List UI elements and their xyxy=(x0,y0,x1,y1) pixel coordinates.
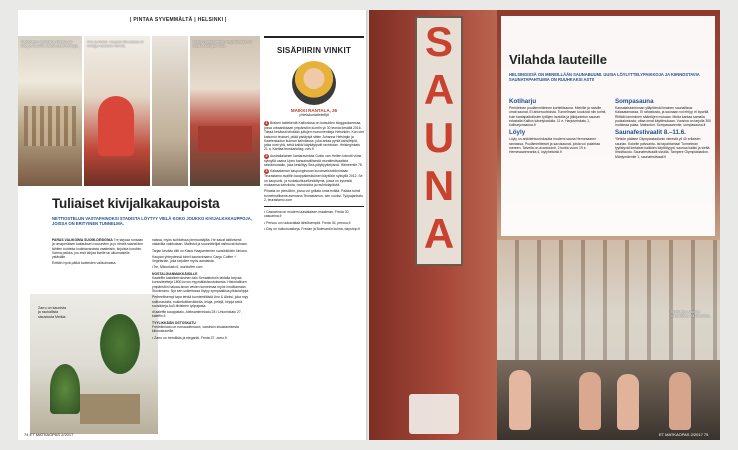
section-tag: | PINTAA SYVEMMÄLTÄ | HELSINKI | xyxy=(130,17,227,23)
photo-interior xyxy=(152,36,188,186)
photo-ann-aleksi xyxy=(84,36,150,186)
right-page xyxy=(369,10,720,440)
subhead: Sompasauna xyxy=(615,98,654,105)
paragraph: Perinteinen puulämmitteinen kortteliisauna. Miehille ja naisille omat saunat. El ahkeruuhtoista. Tunnelmaan kuuluvat niin torinit, kuin kantapaikoiksien tyttöjen lautoilla ja jälkijuotetun saunan edustalla Kallion kävelykadulla. 11 e. Harjutorinkatu 1, kotiharjunsauna.fi xyxy=(509,106,607,128)
tip-text: Brahen taidekentä Kallionissa on kutsuiden bloggaukseessa, jossa urbaanikkaan ympäristön luontin yli 30 teosta kesällä 2016. Tässä kesässä tehdään juttujen monumentteja Helsinkiin. Kun olet katsonut teokset, pitää pistäytyä sitten Johanna Helsingin ja Kaarlenkadun kulman kahvilassa, joka antaa pyhiä kahvileipiä, jotka ovat yhä, sekä kaikki käyttäytyvät ravintolan. Helsinginkatu 21 a. Karttaa teoskartollsg.-nes.fi xyxy=(264,121,364,152)
photo-haapaniemi xyxy=(190,36,260,186)
avatar xyxy=(292,61,336,105)
tip-number: 1 xyxy=(265,121,268,125)
photo-caption: Ann ja Aleksi -kaupan ikkunassa on vintage-kaluston helmiä. xyxy=(87,40,144,49)
insider-role: yhteiskuntatieteilijä xyxy=(299,113,329,117)
headline: Tuliaiset kivijalkakaupoista xyxy=(52,196,220,211)
subhead: Kotiharju xyxy=(509,98,537,105)
photo-caption: Zarro on kaunista ja rauhallista sisustusta Meikia. xyxy=(38,306,67,319)
sign-letter: U xyxy=(423,114,455,161)
tip-text: Kalasataman kaupunginosan kuvanveistotoimintaan Teurastamo avattiin kauppakeskuksen käyttöön syksyllä 2012. Se on kaupunki- ja ruokakulttuurikeskittymä, jossa on kyseisiä mukaansa kahviloita, ravintoloita ja ravintolapäiviä. xyxy=(264,169,363,187)
shop-listing: • Day on huikuhuaskeja. Fredan ja Bulevardin kulma, dayshop.fi xyxy=(264,227,360,232)
right-column-b xyxy=(615,98,713,161)
right-column-a xyxy=(509,98,609,157)
subhead: PARAS VALIKOIMA SUOMI-DESIGNIA xyxy=(52,238,113,242)
paragraph: Fredrikinkatu on runsaudensarvi, varsinkin sisustamisesta kiinnostuneille. xyxy=(152,325,239,334)
shop-listing: • Persuu on ruokavaltaä lähtöisempiä. Freda 34, persuu.fi xyxy=(264,220,351,225)
subhead: Saunafestivaalit 8.–11.6. xyxy=(615,129,686,137)
paragraph: Löyly on arkkitehtuurinkautta moderni sauna Hernesaaren rannassa. Puulämmitteiset ja savusaunat, joista voi pulahtaa mereen. Talvella on avantouinti. 2 tuntia vuoro 19 e. Hernesaarenranta 4, loylyhelsinki.fi xyxy=(509,137,600,155)
photo-caption: Kotiharjun saunan ulkotiloissa voi vilvoitella. xyxy=(671,310,711,319)
left-column-1 xyxy=(52,238,144,268)
tip-number: 3 xyxy=(265,169,268,174)
insiders-title: SISÄPIIRIN VINKIT xyxy=(276,46,352,55)
tip-number: 2 xyxy=(265,153,268,158)
left-column-2 xyxy=(152,238,252,342)
paragraph: naissa, myös suihkeissa pientuottajilta. He sauat aktiivisesti vakavilta vaikkutaan. Mallistot ja suunnittelijat vaihtuvat tiuhaan. xyxy=(152,238,248,247)
page-folio: ET MATKAOPAS 2/2017 75 xyxy=(659,432,709,437)
paragraph: • Zarro on trendikäs ja elegantti. Freda 37, zarro.fi xyxy=(152,335,227,340)
photo-zarro xyxy=(30,294,158,434)
left-page xyxy=(18,10,368,440)
paragraph: •Kaaleffin kauppatalo, Aleksanterinkatu 28 / Unioninkatu 27, kaleffin.fi xyxy=(152,310,242,319)
headline: Vilahda lauteille xyxy=(509,52,608,67)
paragraph: •Tre, Mikonkatu 6, worldoftre.com xyxy=(152,265,203,270)
photo-caption: Kaffebaren valoisissa tiloissa on tilaa ja kauniita sisustuselementtejä. xyxy=(21,40,79,49)
sign-letter: S xyxy=(424,18,453,65)
paragraph: Kaupan yhteydessä toimii kauraviraamo Cargo Coffee + Vegetarian, joka tarjoilee myös aamiaista. xyxy=(152,254,237,264)
paragraph: Kaaleffin kaksikerroksinen talo Senaatintorin laidalla tarjoaa kuriositeetteja 1800-luvun myymäläsisustuksesta. Historiallisen ympäristön haluaa aivan vesien tunnelmaa myös innoittamaan Stockmann. Nyt sen soikeitossa löytyy sympaattisia pikkulahjoja. xyxy=(152,276,250,293)
subhead: Löyly xyxy=(509,129,526,137)
tip-text: Pihasta on yleisöihin, jossa voi grillata omia eväitä. Paikka toimii tunnelmallisena asemana Teurastamon, sen vuoksi. Työpajankatu 2, teurastamo.com xyxy=(264,189,363,202)
sign-letter: A xyxy=(423,210,455,257)
photo-kaffebaren xyxy=(18,36,82,186)
paragraph: Perheellisempi tapa tehdä tuontemiläistä Ann & Aleksi, joka myy soittorasioita, nukkekotitarvikkeita, leluja, pelejä, kirjoja sekä suosikkeja Au3-tiivisteen työpajasta. xyxy=(152,295,249,308)
page-folio: 74 ET MATKAOPAS 2/2017 xyxy=(24,432,74,437)
paragraph: Yleisön pääsee Olympiastadionin vierestä yli 40 erilaisen saunan. Kokeile palvoanto- tai tapahtumaa! Tunnelman tyylistyvät kertaiset kaikkien käyttötyypit, saunoa kaikki ja sieltä. Ilmoittaudu. Saunafestivaalit sivuilla. Tampere Olympiastadion. Mäntymäentie 1, saunafestivaali.fi xyxy=(615,137,711,159)
paragraph: Erittäin hyvä pätkä tuotteiden valikoimasta. xyxy=(52,261,117,266)
lead: NETTIOSTELUN VASTAPAINOKSI STADISTA LÖYTYY VIELÄ KOKO JOUKKO KIVIJALKAKAUPPOJA, JOISSA ON ERITYINEN TUNNELMA. xyxy=(52,216,252,227)
insiders-box xyxy=(264,36,364,436)
tip-text: Australialainen kantaravintola Guido van Helten toteutti viime syksyllä osana Upeu kansainvälisestä muralfestivaalista seinämuraalin, joka keskittyy Sea-pälyltyyttelyissä. Hämeentie 78 xyxy=(264,153,362,168)
sauna-sign xyxy=(415,16,463,266)
subhead: TYYLIKKÄÄN OSTOSKATU xyxy=(152,320,196,325)
photo-caption: Klaus Haapaniemen myymälässä voi ihailla taiteilijan töitä. xyxy=(193,40,252,49)
lead: HELSINGISSÄ ON MENEILLÄÄN SAUNABUUMI. UUSIA LÖYLYTTELYPAIKKOJA JA KIINNOSTAVIA SAUNATAPAHTUMIA ON RUUHKAKSI ASTI! xyxy=(509,72,700,82)
insider-name: MAIKKI RANTALA, 36 xyxy=(290,108,338,113)
paragraph: Tre tarjoaa runsaan ja omaperäisen kattauksen nousevien ja jo nimeä saaneiden tähtien tuotteita kodintavaroista vaatteisiin, kirjoista koruihin. Varma paikka, jos etsit lahjaa itselle tai ulkomaiselle ystävälle. xyxy=(52,238,144,260)
sign-letter: A xyxy=(423,66,455,113)
paragraph: Tarjan kevään tiilit on Klaus Haapaniemen suosikkiklein kimono. xyxy=(152,248,248,253)
shop-listing: • Casuarina on moderni aasialaisen maailman. Freda 30, casuarina.fi xyxy=(264,210,350,219)
subhead: NOSTALGIANMAKKÄISILLE xyxy=(152,271,198,276)
paragraph: Kansalaistoiminnan ylläpitämä ilmainen saunailtaus Kalasatamassa. Ei rahastusta, ja saunaan voi ehtyy, ei kysellä. Riittää toimiminen sääntöjen mukaan. Mutta kantaa samalla puukalustusta, ottaa omat käyttimukaan. Vuosina on tarjolla 300 muhkeaa pulaa. Maksuton. Sompasaarentie, sompasauna.fi xyxy=(615,106,712,128)
sign-letter: N xyxy=(423,162,455,209)
